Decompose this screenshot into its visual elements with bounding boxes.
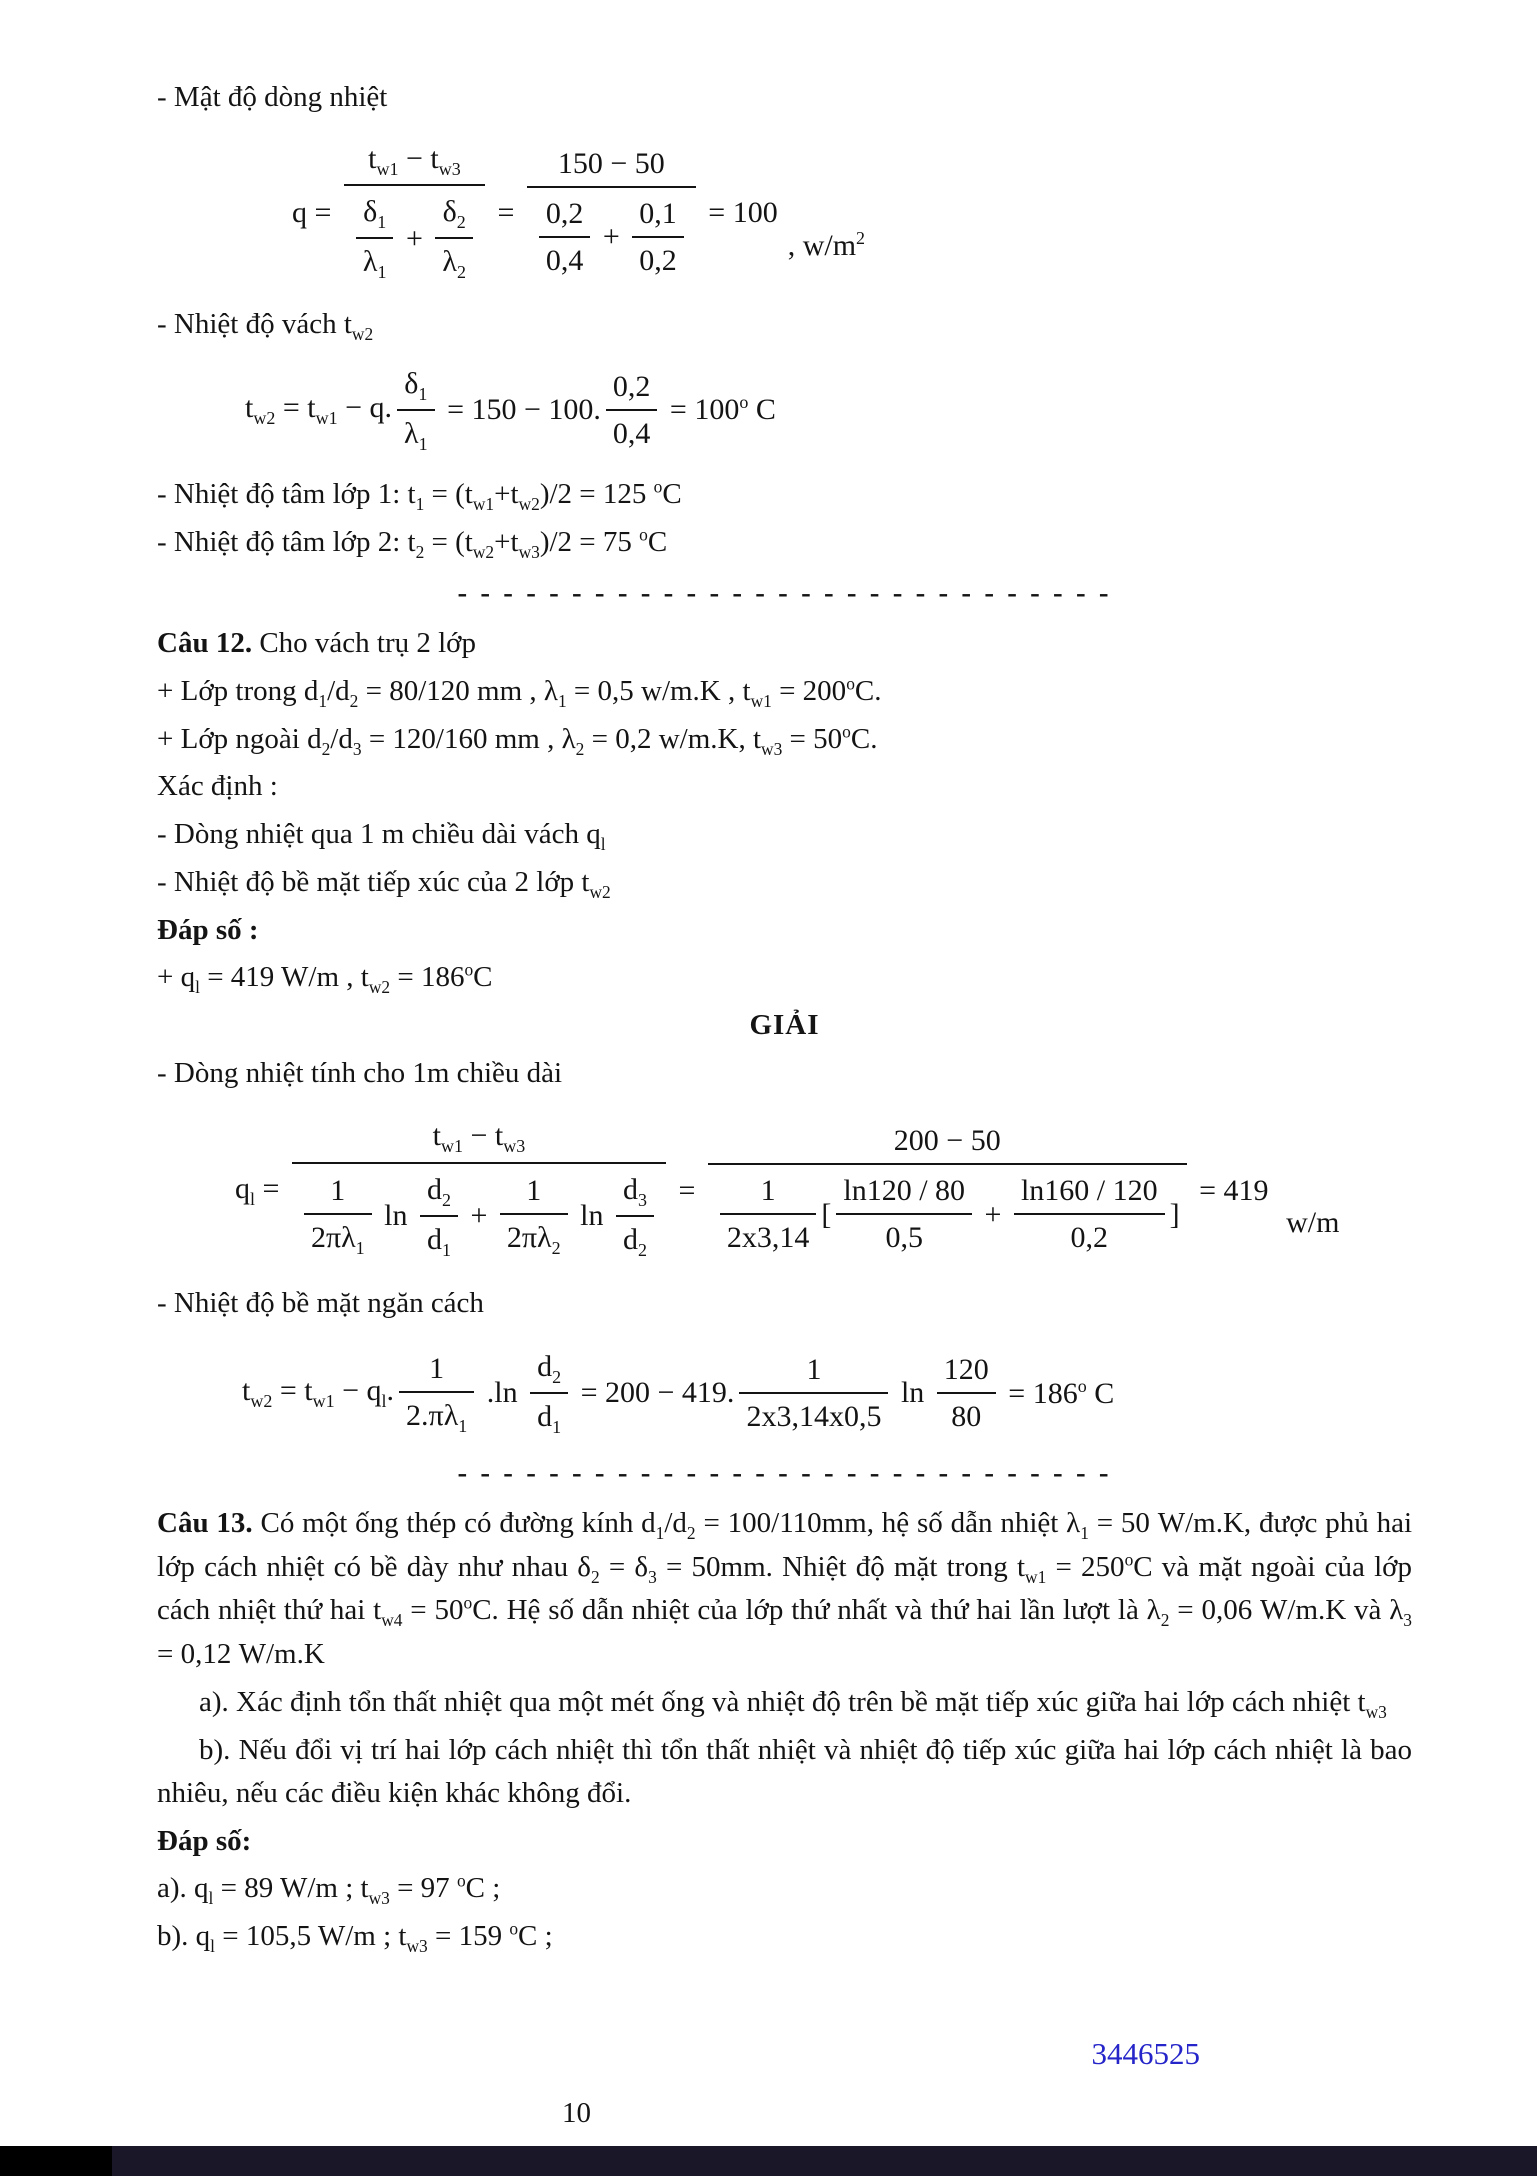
math-run: 1 bbox=[330, 1174, 346, 1208]
fraction-denominator bbox=[539, 238, 591, 283]
fraction bbox=[344, 136, 485, 291]
fraction bbox=[606, 364, 658, 456]
fraction-numerator bbox=[435, 189, 473, 239]
math-run: $t_{w2} = t_{w1} - q_l$. bbox=[242, 1374, 395, 1412]
math-run: .ln bbox=[479, 1376, 526, 1410]
math-run: a). Xác định tổn thất nhiệt qua một mét ống và nhiệt độ trên bề mặt tiếp xúc giữa hai lớp cách nhiệt $t_{w3}$ bbox=[199, 1685, 1387, 1722]
fraction-denominator bbox=[292, 1164, 666, 1269]
fraction-numerator bbox=[836, 1168, 972, 1215]
fraction-numerator bbox=[397, 361, 435, 411]
equation-wall-temp bbox=[245, 361, 1412, 460]
math-run: = 200 − 419. bbox=[573, 1376, 735, 1410]
math-run: ] bbox=[1169, 1197, 1180, 1231]
math-run: + Lớp ngoài $d_2/d_3 = 120/160$ mm , $\lambda_2 = 0,2$ w/m.K, $t_{w3} = 50^oC$. bbox=[157, 720, 878, 759]
fraction-denominator bbox=[1014, 1215, 1165, 1260]
fraction bbox=[632, 191, 684, 283]
math-run: = bbox=[670, 1173, 703, 1207]
math-run: 1 bbox=[526, 1174, 542, 1208]
watermark-number: 3446525 bbox=[1091, 2036, 1200, 2071]
fraction bbox=[527, 141, 696, 286]
math-run: + bbox=[595, 220, 628, 254]
fraction bbox=[836, 1168, 972, 1260]
fraction-denominator bbox=[435, 239, 473, 287]
fraction bbox=[708, 1118, 1187, 1263]
math-run: ln bbox=[376, 1199, 415, 1233]
cau13-dap-so-label: Đáp số: bbox=[157, 1824, 252, 1857]
fraction-numerator bbox=[708, 1118, 1187, 1165]
fraction-denominator bbox=[720, 1215, 817, 1260]
cau12-req-surface-temp bbox=[157, 861, 1412, 905]
math-run: 0,2 bbox=[612, 369, 651, 403]
fraction-numerator bbox=[539, 191, 591, 238]
fraction-numerator bbox=[356, 189, 394, 239]
fraction-denominator bbox=[739, 1394, 888, 1439]
fraction-numerator bbox=[344, 136, 485, 186]
fraction bbox=[304, 1168, 372, 1263]
fraction-numerator bbox=[420, 1167, 458, 1217]
fraction-numerator bbox=[739, 1347, 888, 1394]
math-run: $d_1$ bbox=[426, 1222, 451, 1260]
fraction bbox=[720, 1168, 817, 1260]
cau12-outer-layer-line bbox=[157, 718, 1412, 762]
cau12-req-heat-flow bbox=[157, 813, 1412, 857]
math-run: 2x3,14 bbox=[726, 1221, 810, 1255]
page-number: 10 bbox=[562, 2097, 591, 2129]
math-run: $q_l$ = bbox=[235, 1171, 287, 1209]
fraction bbox=[530, 1344, 568, 1443]
math-run: = 419 bbox=[1191, 1173, 1269, 1207]
math-run: a). $q_l = 89$ W/m ; $t_{w3} = 97$ $^o$C ; bbox=[157, 1870, 501, 1909]
math-run: b). Nếu đổi vị trí hai lớp cách nhiệt thì tổn thất nhiệt và nhiệt độ tiếp xúc giữa hai lớp cách nhiệt là bao nhiêu, nếu các điều kiện khác không đổi. bbox=[157, 1733, 1412, 1810]
fraction-numerator bbox=[937, 1347, 996, 1394]
math-run: 150 − 50 bbox=[557, 146, 665, 180]
fraction-numerator bbox=[304, 1168, 372, 1215]
math-run: , $w/m^2$ bbox=[787, 227, 866, 262]
math-run: $d_2$ bbox=[426, 1172, 451, 1210]
layer1-center-temp-line bbox=[157, 473, 1412, 517]
math-run: $\delta_2$ bbox=[442, 194, 466, 232]
fraction-numerator bbox=[606, 364, 658, 411]
math-run: 0,2 bbox=[545, 196, 584, 230]
fraction bbox=[420, 1167, 458, 1266]
math-run: $t_{w1} - t_{w3}$ bbox=[368, 141, 461, 179]
math-run: 0,4 bbox=[545, 243, 584, 277]
math-run: = 100 bbox=[700, 196, 778, 230]
fraction bbox=[435, 189, 473, 288]
math-run: 0,1 bbox=[639, 196, 677, 230]
math-run: q = bbox=[292, 196, 339, 230]
math-run: Câu 13. Có một ống thép có đường kính $d_1/d_2 = 100/110mm$, hệ số dẫn nhiệt $\lambda_1 = 50$ W/m.K, được phủ hai lớp cách nhiệt có bề dày như nhau $\delta_2 = \delta_3 = 50mm$. Nhiệt độ mặt trong $t_{w1} = 250^oC$ và mặt ngoài của lớp cách nhiệt thứ hai $t_{w4} = 50^oC$. Hệ số dẫn nhiệt của lớp thứ nhất và thứ hai lần lượt là $\lambda_2 = 0,06$ W/m.K và $\lambda_3 = 0,12$ W/m.K bbox=[157, 1506, 1413, 1671]
heat-flux-label: - Mật độ dòng nhiệt bbox=[157, 81, 388, 113]
contact-surface-temp-label: - Nhiệt độ bề mặt ngăn cách bbox=[157, 1287, 484, 1320]
math-run: 0,2 bbox=[639, 243, 677, 277]
math-run: 1 bbox=[760, 1174, 776, 1208]
fraction-numerator bbox=[530, 1344, 568, 1394]
fraction-denominator bbox=[836, 1215, 972, 1260]
math-run: + bbox=[977, 1197, 1009, 1231]
math-run: 0,4 bbox=[612, 416, 651, 450]
math-run: $t_{w1} - t_{w3}$ bbox=[432, 1119, 526, 1157]
math-run: $\lambda_1$ bbox=[404, 416, 428, 454]
fraction bbox=[616, 1167, 654, 1266]
math-run: $\delta_1$ bbox=[363, 194, 387, 232]
fraction bbox=[1014, 1168, 1165, 1260]
fraction-denominator bbox=[344, 186, 485, 291]
equation-contact-surface-temp bbox=[242, 1344, 1412, 1443]
fraction-numerator bbox=[1014, 1168, 1165, 1215]
fraction-denominator bbox=[616, 1217, 654, 1265]
math-run: $2.\pi\lambda_1$ bbox=[406, 1398, 468, 1436]
fraction-denominator bbox=[708, 1165, 1187, 1263]
fraction bbox=[500, 1168, 568, 1263]
math-run: + bbox=[398, 221, 431, 255]
equation-heat-flux bbox=[292, 136, 1412, 291]
math-run: 200 − 50 bbox=[893, 1124, 1001, 1158]
cau13-part-a bbox=[157, 1681, 1412, 1725]
math-run: $d_2$ bbox=[537, 1349, 562, 1387]
math-run: w/m bbox=[1278, 1206, 1340, 1240]
math-run: - Dòng nhiệt qua 1 m chiều dài vách $q_l$ bbox=[157, 817, 606, 854]
cau12-dap-so-label: Đáp số : bbox=[157, 913, 259, 946]
fraction bbox=[937, 1347, 996, 1439]
math-run: 120 bbox=[943, 1353, 989, 1387]
fraction-numerator bbox=[720, 1168, 817, 1215]
unit-annotation bbox=[778, 228, 865, 291]
flow-per-meter-label: - Dòng nhiệt tính cho 1m chiều dài bbox=[157, 1056, 563, 1089]
math-run: $\lambda_2$ bbox=[442, 245, 466, 283]
math-run: 1 bbox=[806, 1353, 822, 1387]
fraction-numerator bbox=[292, 1113, 666, 1163]
fraction-numerator bbox=[399, 1346, 474, 1393]
unit-annotation bbox=[1269, 1206, 1340, 1268]
fraction-denominator bbox=[500, 1215, 568, 1263]
fraction bbox=[739, 1347, 888, 1439]
math-run: - Nhiệt độ vách $t_{w2}$ bbox=[157, 307, 374, 344]
bottom-bar bbox=[0, 2146, 1537, 2176]
math-run: $\delta_1$ bbox=[404, 366, 428, 404]
math-run: ln160 / 120 bbox=[1020, 1174, 1158, 1208]
math-run: ln bbox=[572, 1199, 611, 1233]
fraction-denominator bbox=[397, 411, 435, 459]
fraction-numerator bbox=[500, 1168, 568, 1215]
dashed-separator-2: - - - - - - - - - - - - - - - - - - - - - - - - - - - - - bbox=[457, 1456, 1112, 1489]
cau12-dap-so-values bbox=[157, 956, 1412, 1000]
math-run: = 150 − 100. bbox=[439, 392, 601, 426]
math-run: - Nhiệt độ bề mặt tiếp xúc của 2 lớp $t_{w2}$ bbox=[157, 865, 611, 902]
fraction-numerator bbox=[616, 1167, 654, 1217]
cau13-answer-a bbox=[157, 1867, 1412, 1911]
fraction-denominator bbox=[304, 1215, 372, 1263]
math-run: = $186^o$ C bbox=[1000, 1375, 1115, 1410]
math-run: $d_1$ bbox=[537, 1400, 562, 1438]
math-run: 1 bbox=[429, 1351, 445, 1385]
fraction bbox=[539, 191, 591, 283]
math-run: 0,2 bbox=[1070, 1221, 1109, 1255]
math-run: 80 bbox=[951, 1400, 982, 1434]
math-run: $t_{w2} = t_{w1} - q$. bbox=[245, 390, 393, 428]
math-run: [ bbox=[821, 1197, 832, 1231]
math-run: = bbox=[489, 196, 522, 230]
bottom-bar-left-segment bbox=[0, 2146, 112, 2176]
fraction bbox=[397, 361, 435, 460]
math-run: $d_3$ bbox=[622, 1172, 647, 1210]
math-run: ln bbox=[893, 1376, 932, 1410]
math-run: + bbox=[462, 1199, 495, 1233]
fraction-denominator bbox=[420, 1217, 458, 1265]
fraction-denominator bbox=[937, 1394, 996, 1439]
layer2-center-temp-line bbox=[157, 521, 1412, 565]
fraction-denominator bbox=[527, 188, 696, 286]
fraction-numerator bbox=[632, 191, 684, 238]
cau13-answer-b bbox=[157, 1915, 1412, 1959]
wall-temp-label bbox=[157, 303, 1412, 347]
math-run: - Nhiệt độ tâm lớp 2: $t_2 = (t_{w2}+t_{w3})/2 = 75$ $^o$C bbox=[157, 524, 668, 563]
math-run: ln120 / 80 bbox=[843, 1174, 966, 1208]
giai-heading: GIẢI bbox=[749, 1009, 820, 1042]
equation-flow-per-meter bbox=[235, 1113, 1412, 1268]
fraction-denominator bbox=[399, 1393, 474, 1441]
math-run: Câu 12. Cho vách trụ 2 lớp bbox=[157, 627, 477, 660]
math-run: + $q_l = 419$ W/m , $t_{w2} = 186^oC$ bbox=[157, 959, 493, 998]
math-run: $d_2$ bbox=[622, 1222, 647, 1260]
math-run: $\lambda_1$ bbox=[362, 245, 387, 283]
math-run: $2\pi\lambda_2$ bbox=[506, 1221, 561, 1259]
fraction-numerator bbox=[527, 141, 696, 188]
fraction bbox=[292, 1113, 666, 1268]
fraction-denominator bbox=[356, 239, 394, 287]
fraction bbox=[356, 189, 394, 288]
math-run: - Nhiệt độ tâm lớp 1: $t_1 = (t_{w1}+t_{w2})/2 = 125$ $^o$C bbox=[157, 476, 682, 515]
fraction-denominator bbox=[606, 411, 658, 456]
math-run: = $100^o$ C bbox=[662, 392, 776, 427]
cau13-part-b bbox=[157, 1729, 1412, 1816]
fraction-denominator bbox=[530, 1394, 568, 1442]
math-run: $2\pi\lambda_1$ bbox=[310, 1221, 365, 1259]
math-run: + Lớp trong $d_1/d_2 = 80/120$ mm , $\lambda_1 = 0,5$ w/m.K , $t_{w1} = 200^oC$. bbox=[157, 673, 882, 711]
cau12-title bbox=[157, 622, 1412, 666]
fraction-denominator bbox=[632, 238, 684, 283]
cau13-paragraph bbox=[157, 1502, 1412, 1677]
math-run: b). $q_l = 105,5$ W/m ; $t_{w3} = 159$ $^o$C ; bbox=[157, 1918, 553, 1956]
fraction bbox=[399, 1346, 474, 1441]
cau12-xac-dinh-label: Xác định : bbox=[157, 770, 278, 803]
cau12-inner-layer-line bbox=[157, 670, 1412, 714]
dashed-separator: - - - - - - - - - - - - - - - - - - - - - - - - - - - - - bbox=[457, 577, 1112, 610]
math-run: 2x3,14x0,5 bbox=[746, 1400, 882, 1434]
math-run: 0,5 bbox=[885, 1221, 923, 1255]
